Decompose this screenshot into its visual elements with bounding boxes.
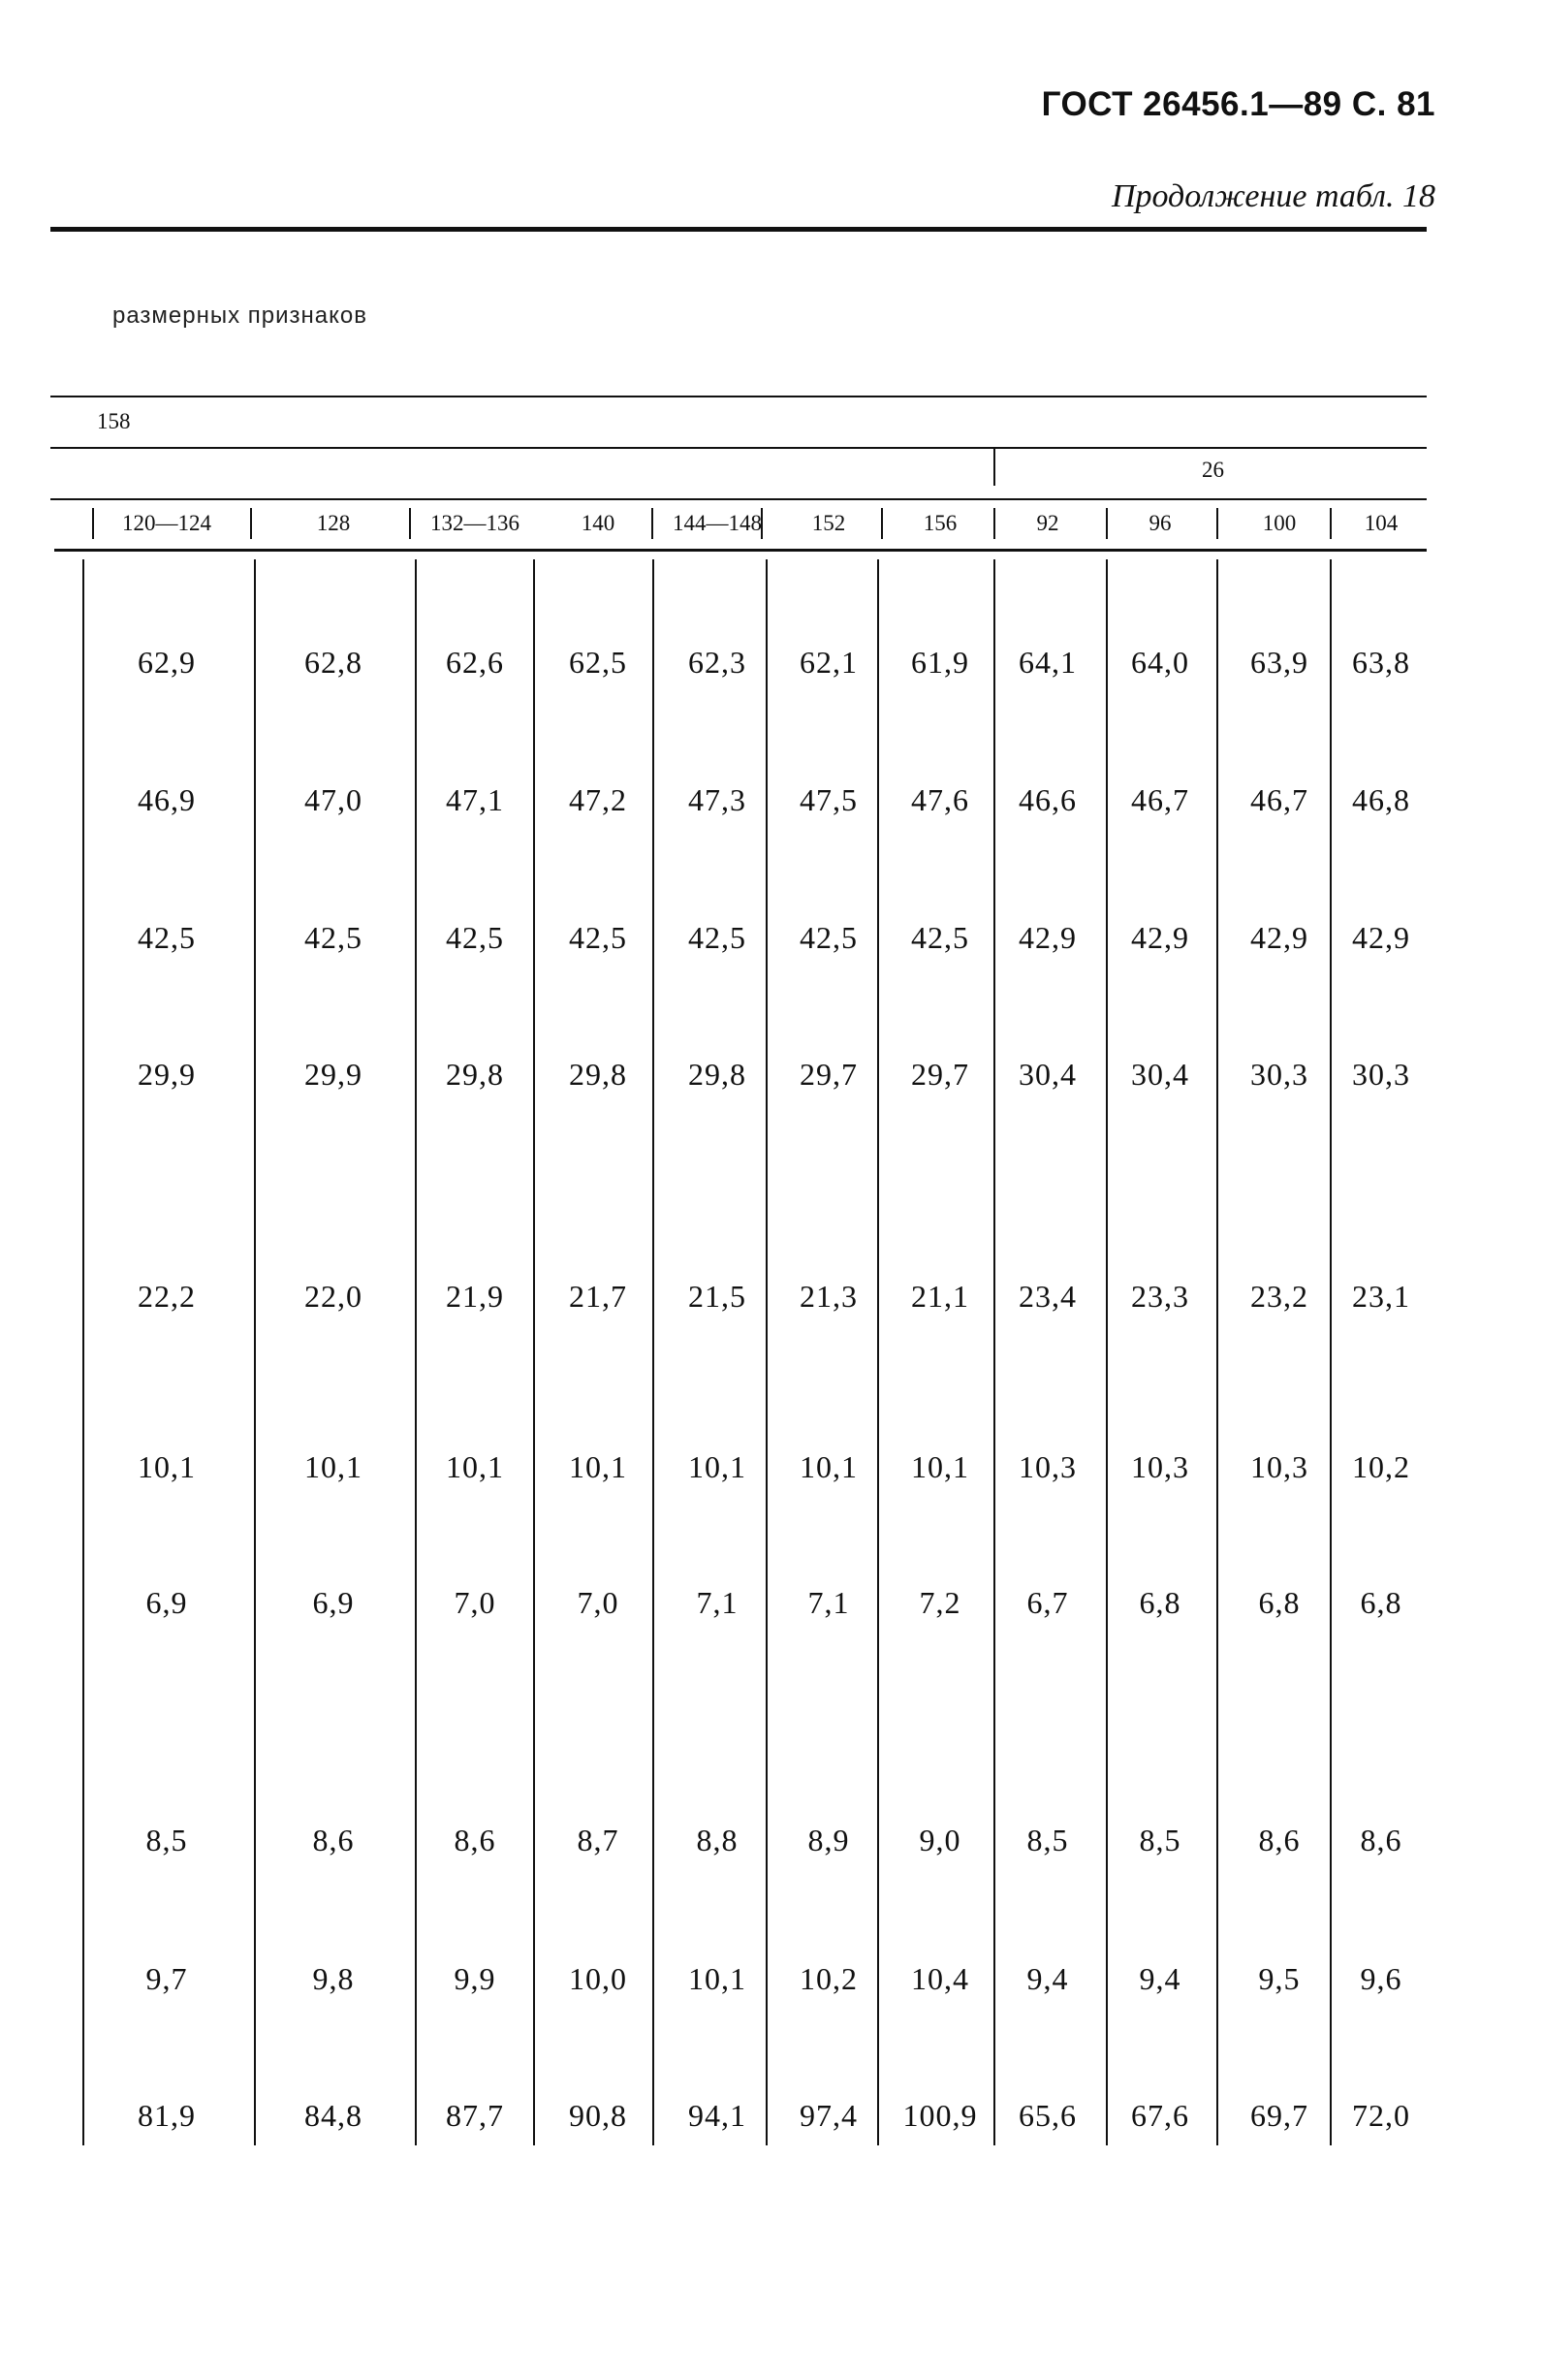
- table-cell: 10,3: [1250, 1449, 1308, 1484]
- table-cell: 29,7: [800, 1057, 858, 1092]
- table-cell: 8,8: [696, 1823, 739, 1857]
- table-cell: 21,5: [688, 1279, 746, 1314]
- table-cell: 62,3: [688, 645, 746, 680]
- table-cell: 23,3: [1131, 1279, 1189, 1314]
- table-cell: 23,2: [1250, 1279, 1308, 1314]
- table-cell: 6,7: [1026, 1585, 1069, 1620]
- table-cell: 42,5: [688, 920, 746, 955]
- table-cell: 7,1: [807, 1585, 850, 1620]
- table-cell: 10,4: [911, 1961, 969, 1996]
- table-continuation-title: Продолжение табл. 18: [1111, 178, 1435, 214]
- column-rule: [254, 559, 256, 2145]
- table-cell: 21,1: [911, 1279, 969, 1314]
- table-cell: 21,7: [569, 1279, 627, 1314]
- table-cell: 42,5: [800, 920, 858, 955]
- table-cell: 72,0: [1352, 2098, 1410, 2133]
- table-cell: 46,7: [1131, 782, 1189, 817]
- table-cell: 6,8: [1258, 1585, 1301, 1620]
- table-cell: 10,1: [688, 1449, 746, 1484]
- table-cell: 8,6: [454, 1823, 496, 1857]
- table-cell: 87,7: [446, 2098, 504, 2133]
- table-cell: 47,6: [911, 782, 969, 817]
- table-cell: 9,9: [454, 1961, 496, 1996]
- table-cell: 62,9: [138, 645, 196, 680]
- table-cell: 10,1: [304, 1449, 362, 1484]
- column-rule: [82, 559, 84, 2145]
- group-separator: [993, 449, 995, 486]
- table-cell: 29,8: [688, 1057, 746, 1092]
- table-cell: 10,1: [138, 1449, 196, 1484]
- table-cell: 7,0: [454, 1585, 496, 1620]
- column-header: 100: [1262, 511, 1297, 535]
- column-header: 104: [1364, 511, 1399, 535]
- table-cell: 42,5: [304, 920, 362, 955]
- column-header: 120—124: [122, 511, 211, 535]
- column-rule: [1216, 559, 1218, 2145]
- table-rule-3: [50, 498, 1427, 500]
- table-cell: 8,9: [807, 1823, 850, 1857]
- table-cell: 10,1: [569, 1449, 627, 1484]
- table-cell: 10,1: [800, 1449, 858, 1484]
- table-cell: 100,9: [902, 2098, 978, 2133]
- column-header: 152: [811, 511, 846, 535]
- table-cell: 29,8: [569, 1057, 627, 1092]
- table-cell: 6,8: [1139, 1585, 1181, 1620]
- table-cell: 7,0: [577, 1585, 619, 1620]
- table-cell: 6,9: [312, 1585, 355, 1620]
- table-body: [0, 557, 1542, 2147]
- table-cell: 81,9: [138, 2098, 196, 2133]
- table-rule-top: [50, 396, 1427, 397]
- table-cell: 8,6: [312, 1823, 355, 1857]
- table-cell: 42,5: [138, 920, 196, 955]
- table-cell: 61,9: [911, 645, 969, 680]
- column-header: 140: [581, 511, 615, 535]
- table-cell: 23,4: [1019, 1279, 1077, 1314]
- table-cell: 8,6: [1258, 1823, 1301, 1857]
- table-cell: 10,0: [569, 1961, 627, 1996]
- table-cell: 30,4: [1019, 1057, 1077, 1092]
- table-cell: 46,7: [1250, 782, 1308, 817]
- table-cell: 9,7: [145, 1961, 188, 1996]
- column-header: 128: [316, 511, 351, 535]
- table-cell: 65,6: [1019, 2098, 1077, 2133]
- column-header: 132—136: [430, 511, 519, 535]
- table-cell: 30,4: [1131, 1057, 1189, 1092]
- table-rule-2: [50, 447, 1427, 449]
- column-header: 96: [1149, 511, 1172, 535]
- table-cell: 29,7: [911, 1057, 969, 1092]
- table-cell: 29,9: [138, 1057, 196, 1092]
- document-code: ГОСТ 26456.1—89 С. 81: [1041, 85, 1435, 123]
- table-cell: 10,2: [1352, 1449, 1410, 1484]
- table-cell: 97,4: [800, 2098, 858, 2133]
- table-cell: 84,8: [304, 2098, 362, 2133]
- height-group-label: 158: [97, 409, 131, 433]
- table-rule-header-bottom: [54, 549, 1427, 552]
- table-cell: 10,1: [911, 1449, 969, 1484]
- table-cell: 10,3: [1131, 1449, 1189, 1484]
- column-rule: [533, 559, 535, 2145]
- header-separator: [651, 508, 653, 539]
- table-cell: 10,3: [1019, 1449, 1077, 1484]
- table-cell: 29,8: [446, 1057, 504, 1092]
- table-cell: 9,4: [1139, 1961, 1181, 1996]
- table-cell: 9,6: [1360, 1961, 1402, 1996]
- table-cell: 64,0: [1131, 645, 1189, 680]
- column-header: 156: [923, 511, 958, 535]
- table-cell: 90,8: [569, 2098, 627, 2133]
- table-cell: 29,9: [304, 1057, 362, 1092]
- header-separator: [409, 508, 411, 539]
- table-cell: 42,5: [569, 920, 627, 955]
- table-cell: 62,6: [446, 645, 504, 680]
- column-header-row: [0, 506, 1542, 541]
- table-cell: 63,9: [1250, 645, 1308, 680]
- table-cell: 30,3: [1352, 1057, 1410, 1092]
- table-cell: 8,5: [1139, 1823, 1181, 1857]
- section-caption: размерных признаков: [112, 302, 368, 329]
- table-cell: 69,7: [1250, 2098, 1308, 2133]
- table-cell: 9,4: [1026, 1961, 1069, 1996]
- table-cell: 10,1: [688, 1961, 746, 1996]
- table-cell: 21,3: [800, 1279, 858, 1314]
- table-cell: 67,6: [1131, 2098, 1189, 2133]
- table-cell: 8,7: [577, 1823, 619, 1857]
- table-cell: 6,8: [1360, 1585, 1402, 1620]
- table-cell: 42,9: [1250, 920, 1308, 955]
- table-cell: 7,1: [696, 1585, 739, 1620]
- table-cell: 62,5: [569, 645, 627, 680]
- table-cell: 42,5: [911, 920, 969, 955]
- table-cell: 42,5: [446, 920, 504, 955]
- top-rule: [50, 227, 1427, 232]
- table-cell: 30,3: [1250, 1057, 1308, 1092]
- table-cell: 46,8: [1352, 782, 1410, 817]
- table-cell: 46,9: [138, 782, 196, 817]
- table-cell: 94,1: [688, 2098, 746, 2133]
- table-cell: 42,9: [1352, 920, 1410, 955]
- table-cell: 9,8: [312, 1961, 355, 1996]
- table-cell: 9,5: [1258, 1961, 1301, 1996]
- table-cell: 22,2: [138, 1279, 196, 1314]
- table-cell: 47,2: [569, 782, 627, 817]
- header-separator: [1216, 508, 1218, 539]
- table-cell: 7,2: [919, 1585, 961, 1620]
- table-cell: 8,5: [1026, 1823, 1069, 1857]
- column-header: 144—148: [673, 511, 762, 535]
- table-cell: 47,3: [688, 782, 746, 817]
- column-rule: [652, 559, 654, 2145]
- table-cell: 42,9: [1019, 920, 1077, 955]
- table-cell: 63,8: [1352, 645, 1410, 680]
- table-cell: 22,0: [304, 1279, 362, 1314]
- table-cell: 47,5: [800, 782, 858, 817]
- table-cell: 6,9: [145, 1585, 188, 1620]
- table-cell: 10,1: [446, 1449, 504, 1484]
- table-cell: 46,6: [1019, 782, 1077, 817]
- table-cell: 62,1: [800, 645, 858, 680]
- table-cell: 21,9: [446, 1279, 504, 1314]
- table-cell: 47,1: [446, 782, 504, 817]
- table-cell: 62,8: [304, 645, 362, 680]
- column-header: 92: [1036, 511, 1059, 535]
- header-separator: [250, 508, 252, 539]
- table-cell: 8,5: [145, 1823, 188, 1857]
- table-cell: 47,0: [304, 782, 362, 817]
- table-cell: 8,6: [1360, 1823, 1402, 1857]
- table-cell: 10,2: [800, 1961, 858, 1996]
- table-cell: 64,1: [1019, 645, 1077, 680]
- size-group-label: 26: [1202, 458, 1224, 482]
- table-cell: 9,0: [919, 1823, 961, 1857]
- table-cell: 42,9: [1131, 920, 1189, 955]
- table-cell: 23,1: [1352, 1279, 1410, 1314]
